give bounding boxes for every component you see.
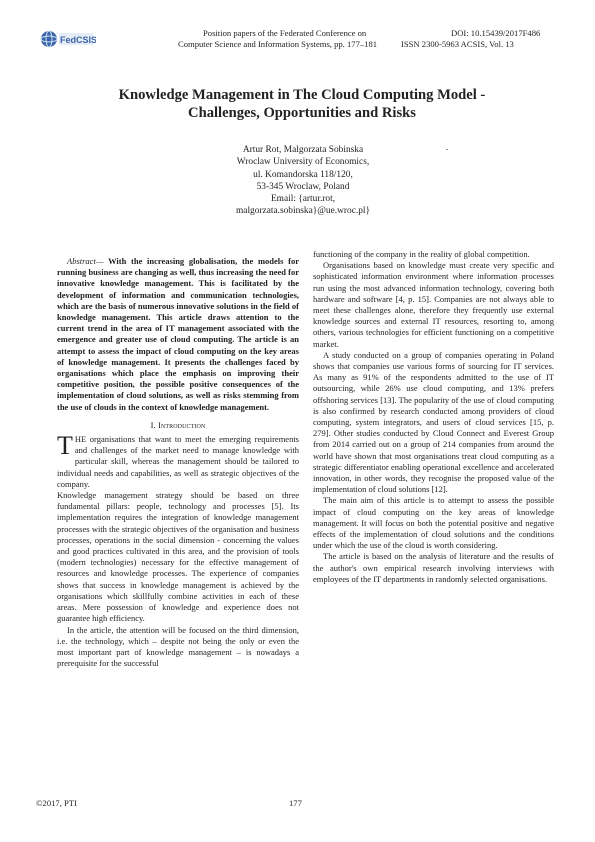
- abstract-label: Abstract: [67, 256, 96, 266]
- title-line-2: Challenges, Opportunities and Risks: [188, 105, 416, 121]
- fedcsis-logo-graphic: [40, 27, 96, 51]
- stray-mark: .: [446, 142, 449, 152]
- affiliation-line: ul. Komandorska 118/120,: [253, 169, 353, 180]
- section-heading: [57, 420, 299, 431]
- paper-title: [60, 86, 544, 122]
- abstract-text: With the increasing globalisation, the models for running business are changing as well, thus increasing the need for innovative knowledge management. This is facilitated by the development of information and communication technologies, which are the basis of numerous innovative solutions in the field of knowledge management. This article draws attention to the current trend in the area of IT management associated with the emergence and greater use of cloud computing. The article is an attempt to assess the impact of cloud computing on the key areas of knowledge management. It presents the challenges faced by organisations which place the emphasis on improving their competitive position, the possible positive consequences of the implementation of cloud solutions, as well as risks stemming from the use of clouds in the context of knowledge management.: [57, 256, 299, 412]
- affiliation-line: 53-345 Wroclaw, Poland: [256, 181, 350, 192]
- doi: DOI: 10.15439/2017F486: [451, 28, 541, 38]
- body-paragraph: The main aim of this article is to attempt to assess the possible impact of cloud computing on the key areas of knowledge management. It will focus on both the potential positive and negative effects of the implementation of cloud solutions and the conditions under which the use of the cloud is worth considering.: [313, 495, 554, 551]
- body-paragraph: A study conducted on a group of companies operating in Poland shows that companies use various forms of sourcing for IT services. As many as 91% of the respondents admitted to the use of IT outsourcing, while 26% use cloud computing, and 13% prefers offshoring services [13]. The popularity of the use of cloud computing is also confirmed by research conducted among providers of cloud computing, system integrators, and users of cloud services [15, p. 279]. Other studies conducted by Cloud Connect and Everest Group from 2014 carried out on a group of 214 companies from around the world have shown that most organisations treat cloud computing as a strategic differentiator enabling operational excellence and accelerated innovation, in other words, they recognise the proposed value of the implementation of cloud solutions [12].: [313, 349, 554, 495]
- left-column: [57, 256, 299, 669]
- section-number: I.: [150, 419, 156, 430]
- drop-cap: T: [57, 431, 73, 461]
- page-number: 177: [289, 798, 302, 808]
- issn: ISSN 2300-5963 ACSIS, Vol. 13: [401, 39, 514, 49]
- right-column: [313, 249, 554, 585]
- body-paragraph: Organisations based on knowledge must create very specific and sophisticated information environment where information processes run using the most advanced information technology, covering both hardware and software [4, p. 15]. Companies are not always able to meet these challenges alone, therefore they frequently use external knowledge sources and external IT resources, resorting to, among others, various technologies for efficient functioning on a competitive market.: [313, 260, 554, 349]
- email-line: malgorzata.sobinska}@ue.wroc.pl}: [235, 206, 370, 217]
- conference-logo: [40, 27, 96, 51]
- email-line: Email: {artur.rot,: [270, 194, 336, 205]
- author-names: Artur Rot, Malgorzata Sobinska: [242, 145, 364, 155]
- copyright: ©2017, PTI: [36, 798, 77, 808]
- body-paragraph: The article is based on the analysis of literature and the results of the author's own empirical research involving interviews with employees of the IT departments in randomly selected organisations.: [313, 551, 554, 584]
- abstract: [57, 256, 299, 413]
- affiliation-line: Wroclaw University of Economics,: [236, 157, 370, 168]
- title-line-1: Knowledge Management in The Cloud Computing Model -: [118, 87, 486, 103]
- logo-text: FedCSIS: [60, 35, 96, 45]
- intro-paragraph-1: [57, 431, 299, 490]
- abstract-dash: —: [95, 256, 109, 266]
- journal-line-2: Computer Science and Information Systems, pp. 177–181: [178, 39, 378, 49]
- intro-paragraph-3: In the article, the attention will be focused on the third dimension, i.e. the technology, which – despite not being the only or even the most important part of knowledge management – is nowadays a prerequisite for the successful: [57, 624, 299, 669]
- body-paragraph-continued: functioning of the company in the reality of global competition.: [313, 249, 530, 259]
- journal-line-1: Position papers of the Federated Conference on: [203, 28, 367, 38]
- author-block: [150, 144, 456, 218]
- section-title: Introduction: [158, 419, 206, 430]
- intro-paragraph-2: Knowledge management strategy should be based on three fundamental pillars: people, technology and processes [5]. Its implementation requires the integration of knowledge management processes with the strategic objectives of the organisation and business processes, operations in the social dimension - concerning the values and good practices cultivated in this area, and the provision of tools (modern technologies) necessary for the effective management of resources and knowledge processes. The experience of companies shows that success in knowledge management is achieved by the organisations which skillfully combine activities in each of these areas. Mere possession of knowledge and experience does not guarantee high efficiency.: [57, 490, 299, 624]
- intro-p1-text: HE organisations that want to meet the emerging requirements and challenges of the market need to manage knowledge with particular skill, whereas the management should be tailored to individual needs and capabilities, as well as strategic objectives of the company.: [57, 434, 299, 489]
